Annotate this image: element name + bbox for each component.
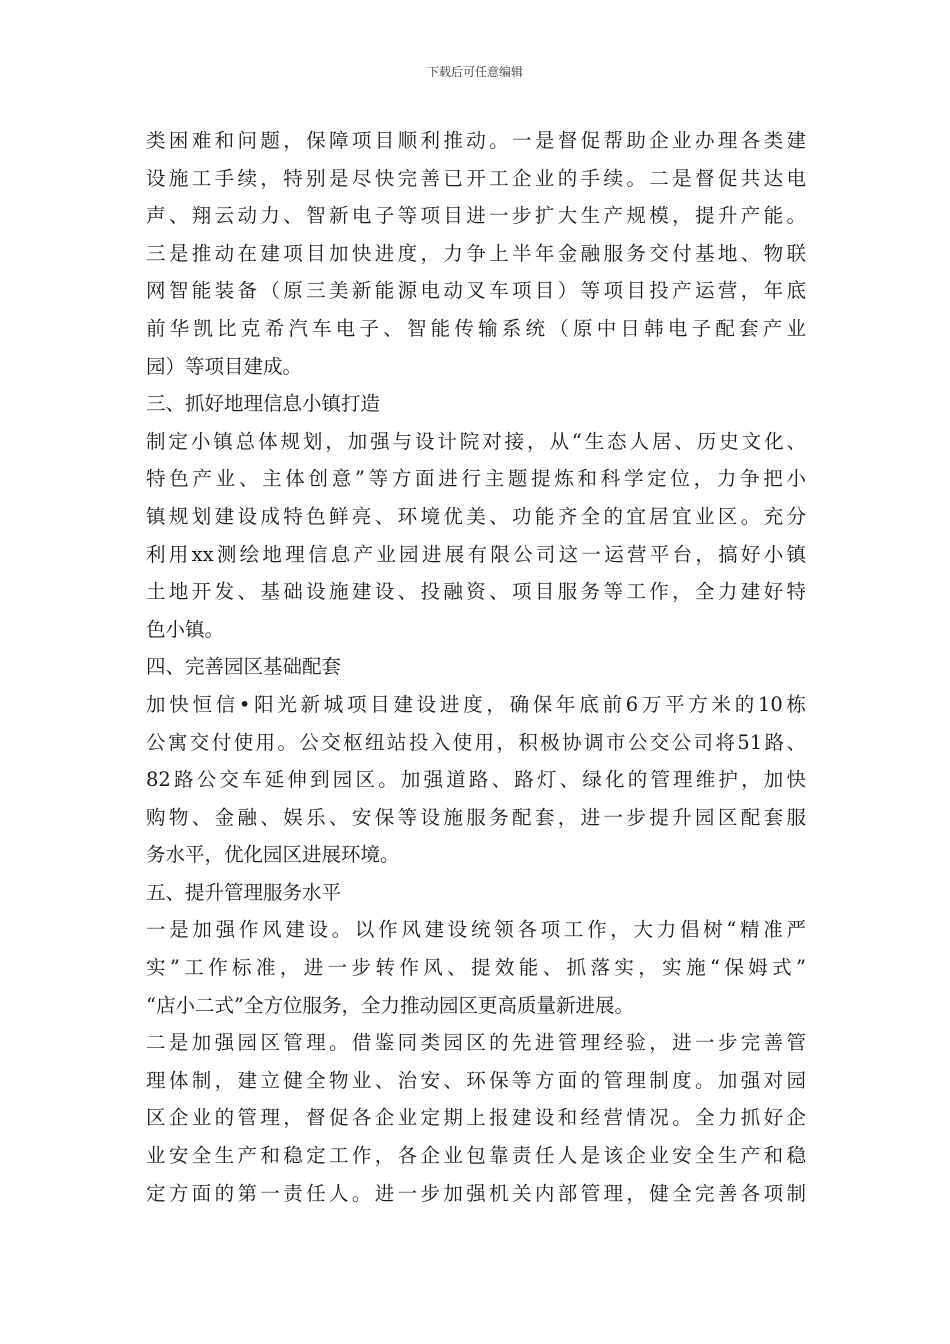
text-line: 园）等项目建成。 [146, 354, 303, 378]
text-line: 购物、金融、娱乐、安保等设施服务配套，进一步提升园区配套服 [146, 805, 806, 829]
text-line: 土地开发、基础设施建设、投融资、项目服务等工作，全力建好特 [146, 580, 806, 604]
text-line: 色小镇。 [146, 617, 225, 641]
text-line: 设施工手续，特别是尽快完善已开工企业的手续。二是督促共达电 [146, 166, 806, 190]
text-line: 二是加强园区管理。借鉴同类园区的先进管理经验，进一步完善管 [146, 1031, 806, 1055]
text-line: 区企业的管理，督促各企业定期上报建设和经营情况。全力抓好企 [146, 1106, 806, 1130]
text-line: 三是推动在建项目加快进度，力争上半年金融服务交付基地、物联 [146, 241, 806, 265]
text-line: 五、提升管理服务水平 [146, 880, 342, 904]
text-line: 前华凯比克希汽车电子、智能传输系统（原中日韩电子配套产业 [146, 316, 806, 340]
text-line: 利用xx测绘地理信息产业园进展有限公司这一运营平台，搞好小镇 [146, 542, 806, 566]
text-line: 声、翔云动力、智新电子等项目进一步扩大生产规模，提升产能。 [146, 204, 806, 228]
text-line: 镇规划建设成特色鲜亮、环境优美、功能齐全的宜居宜业区。充分 [146, 504, 806, 528]
text-line: 网智能装备（原三美新能源电动叉车项目）等项目投产运营，年底 [146, 279, 806, 303]
text-line: 加快恒信•阳光新城项目建设进度，确保年底前6万平方米的10栋 [146, 692, 806, 716]
text-line: 务水平，优化园区进展环境。 [146, 843, 400, 867]
text-line: “店小二式”全方位服务，全力推动园区更高质量新进展。 [146, 993, 634, 1017]
text-line: 82路公交车延伸到园区。加强道路、路灯、绿化的管理维护，加快 [146, 768, 806, 792]
text-line: 三、抓好地理信息小镇打造 [146, 392, 381, 416]
text-line: 实”工作标准，进一步转作风、提效能、抓落实，实施“保姆式” [146, 956, 806, 980]
text-line: 特色产业、主体创意”等方面进行主题提炼和科学定位，力争把小 [146, 467, 806, 491]
page-header: 下载后可任意编辑 [426, 65, 523, 79]
text-line: 一是加强作风建设。以作风建设统领各项工作，大力倡树“精准严 [146, 918, 806, 942]
text-line: 定方面的第一责任人。进一步加强机关内部管理，健全完善各项制 [146, 1181, 806, 1205]
text-line: 制定小镇总体规划，加强与设计院对接，从“生态人居、历史文化、 [146, 429, 806, 453]
text-line: 业安全生产和稳定工作，各企业包靠责任人是该企业安全生产和稳 [146, 1144, 806, 1168]
text-line: 四、完善园区基础配套 [146, 655, 342, 679]
text-line: 公寓交付使用。公交枢纽站投入使用，积极协调市公交公司将51路、 [146, 730, 806, 754]
text-line: 类困难和问题，保障项目顺利推动。一是督促帮助企业办理各类建 [146, 129, 806, 152]
text-line: 理体制，建立健全物业、治安、环保等方面的管理制度。加强对园 [146, 1068, 806, 1092]
document-body [146, 122, 806, 1212]
